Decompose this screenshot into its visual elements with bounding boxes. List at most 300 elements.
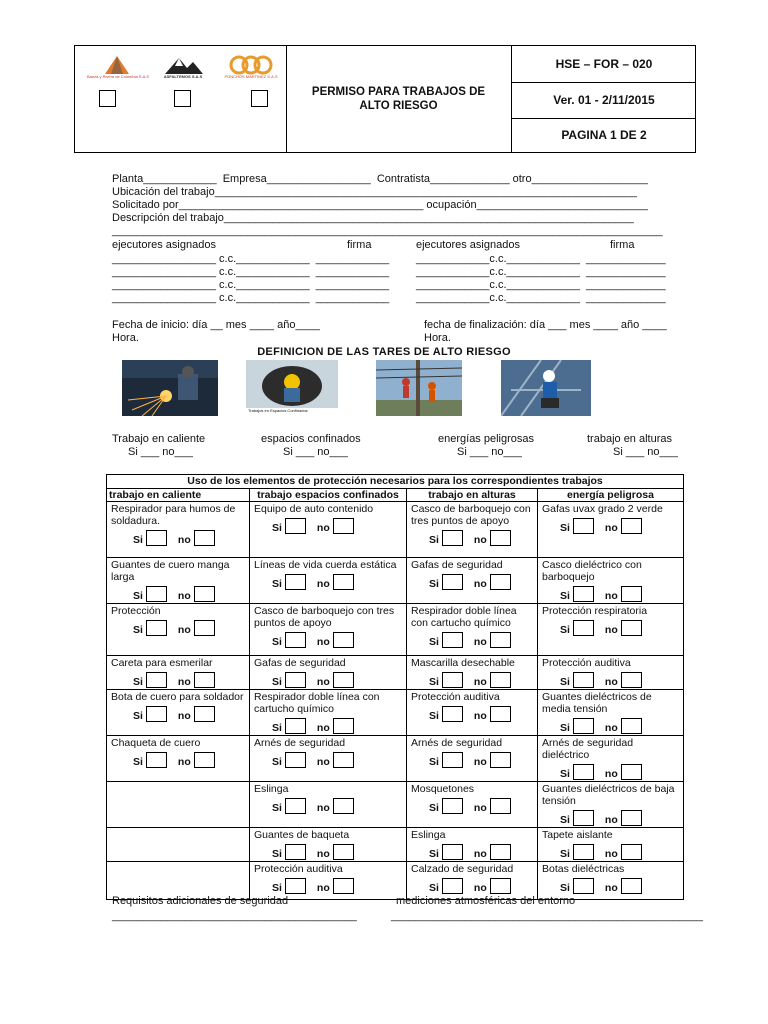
yes-no-group [411, 752, 533, 768]
yes-checkbox[interactable] [442, 798, 463, 814]
yes-label: Si [429, 676, 439, 688]
no-checkbox[interactable] [490, 706, 511, 722]
yes-no-group [542, 878, 679, 894]
yes-checkbox[interactable] [573, 844, 594, 860]
yes-label: Si [429, 848, 439, 860]
yes-checkbox[interactable] [285, 844, 306, 860]
hot-work-photo [122, 360, 218, 416]
logo-caption: Baeza y Rivera de Colombia S.A.S [87, 74, 150, 79]
no-checkbox[interactable] [621, 764, 642, 780]
no-checkbox[interactable] [194, 672, 215, 688]
yes-label: Si [133, 624, 143, 636]
no-checkbox[interactable] [621, 518, 642, 534]
ppe-cell [107, 604, 250, 656]
work-description-row-2[interactable]: __________________________________________________________________________________________ [112, 225, 663, 237]
task-type-option[interactable]: Si ___ no___ [128, 446, 193, 458]
ppe-item-label: Casco de barboquejo con tres puntos de apoyo [254, 605, 395, 629]
yes-checkbox[interactable] [573, 810, 594, 826]
yes-no-group [411, 672, 533, 688]
yes-label: Si [429, 756, 439, 768]
no-checkbox[interactable] [490, 632, 511, 648]
ppe-cell [107, 736, 250, 782]
ppe-item-label: Mascarilla desechable [411, 657, 515, 669]
yes-label: Si [272, 676, 282, 688]
ppe-item-label: Guantes dieléctricos de baja tensión [542, 783, 675, 807]
yes-label: Si [133, 710, 143, 722]
no-label: no [177, 534, 191, 546]
ppe-cell [538, 782, 684, 828]
no-label: no [473, 636, 487, 648]
ppe-cell [407, 502, 538, 558]
ppe-item-label: Chaqueta de cuero [111, 737, 201, 749]
work-description-row[interactable]: Descripción del trabajo___________________________________________________________________ [112, 212, 634, 224]
yes-label: Si [272, 848, 282, 860]
company-checkbox[interactable] [99, 90, 116, 107]
yes-checkbox[interactable] [573, 672, 594, 688]
ppe-cell [250, 782, 407, 828]
no-label: no [177, 624, 191, 636]
no-label: no [604, 768, 618, 780]
no-label: no [473, 578, 487, 590]
table-row [107, 828, 684, 862]
document-title: PERMISO PARA TRABAJOS DE ALTO RIESGO [286, 46, 512, 152]
yes-no-group [411, 878, 533, 894]
height-work-photo [501, 360, 591, 416]
yes-checkbox[interactable] [442, 672, 463, 688]
no-label: no [316, 676, 330, 688]
no-label: no [604, 624, 618, 636]
no-label: no [473, 676, 487, 688]
yes-label: Si [560, 522, 570, 534]
yes-label: Si [133, 590, 143, 602]
no-checkbox[interactable] [333, 878, 354, 894]
document-version: Ver. 01 - 2/11/2015 [512, 82, 696, 119]
yes-label: Si [429, 882, 439, 894]
yes-no-group [254, 518, 402, 534]
no-checkbox[interactable] [621, 586, 642, 602]
no-label: no [316, 848, 330, 860]
no-label: no [604, 676, 618, 688]
ppe-cell [250, 690, 407, 736]
photo-caption: Trabajos en Espacios Confinados [248, 408, 308, 413]
no-label: no [473, 848, 487, 860]
column-header: trabajo en caliente [107, 489, 250, 502]
start-date[interactable]: Fecha de inicio: día __ mes ____ año____ [112, 319, 320, 331]
electrical-work-photo [376, 360, 462, 416]
task-type-option[interactable]: Si ___ no___ [283, 446, 348, 458]
yes-no-group [411, 798, 533, 814]
yes-no-group [254, 798, 402, 814]
table-row [107, 690, 684, 736]
ppe-cell [407, 690, 538, 736]
no-label: no [177, 590, 191, 602]
no-checkbox[interactable] [333, 844, 354, 860]
yes-label: Si [272, 802, 282, 814]
yes-checkbox[interactable] [285, 718, 306, 734]
yes-checkbox[interactable] [146, 752, 167, 768]
ppe-cell [250, 558, 407, 604]
company-checkbox[interactable] [251, 90, 268, 107]
section-title: DEFINICION DE LAS TARES DE ALTO RIESGO [257, 346, 511, 358]
ppe-cell [107, 690, 250, 736]
ppe-cell [407, 558, 538, 604]
ppe-cell [538, 604, 684, 656]
yes-checkbox[interactable] [573, 518, 594, 534]
ppe-item-label: Guantes de baqueta [254, 829, 350, 841]
no-checkbox[interactable] [621, 672, 642, 688]
no-label: no [604, 882, 618, 894]
yes-label: Si [133, 534, 143, 546]
yes-checkbox[interactable] [146, 530, 167, 546]
no-checkbox[interactable] [490, 574, 511, 590]
yes-checkbox[interactable] [285, 672, 306, 688]
executor-line[interactable]: _________________ c.c.____________ ____________ [112, 279, 390, 291]
table-row [107, 782, 684, 828]
no-checkbox[interactable] [490, 752, 511, 768]
ppe-item-label: Casco de barboquejo con tres puntos de apoyo [411, 503, 531, 527]
yes-label: Si [272, 722, 282, 734]
ppe-cell [107, 558, 250, 604]
no-checkbox[interactable] [621, 878, 642, 894]
no-checkbox[interactable] [333, 798, 354, 814]
yes-checkbox[interactable] [146, 706, 167, 722]
ppe-cell [250, 862, 407, 900]
yes-label: Si [429, 802, 439, 814]
yes-checkbox[interactable] [285, 878, 306, 894]
executor-line[interactable]: ____________c.c.____________ _____________ [416, 266, 666, 278]
yes-checkbox[interactable] [442, 632, 463, 648]
no-checkbox[interactable] [194, 620, 215, 636]
yes-label: Si [429, 578, 439, 590]
ppe-cell [538, 502, 684, 558]
yes-no-group [254, 672, 402, 688]
task-type-label: Trabajo en caliente [112, 433, 206, 445]
yes-checkbox[interactable] [573, 718, 594, 734]
no-checkbox[interactable] [621, 844, 642, 860]
yes-label: Si [429, 710, 439, 722]
end-date[interactable]: fecha de finalización: día ___ mes ____ año ____ [424, 319, 667, 331]
yes-checkbox[interactable] [573, 764, 594, 780]
no-checkbox[interactable] [333, 574, 354, 590]
ppe-cell [407, 604, 538, 656]
ppe-cell [407, 862, 538, 900]
executor-line[interactable]: ____________c.c.____________ _____________ [416, 279, 666, 291]
ppe-cell [250, 736, 407, 782]
yes-checkbox[interactable] [573, 620, 594, 636]
ppe-item-label: Guantes dieléctricos de media tensión [542, 691, 652, 715]
no-label: no [473, 756, 487, 768]
no-label: no [473, 882, 487, 894]
yes-no-group [111, 620, 245, 636]
no-checkbox[interactable] [194, 752, 215, 768]
ppe-cell [538, 656, 684, 690]
ppe-item-label: Respirador doble línea con cartucho químico [411, 605, 517, 629]
ppe-cell [538, 736, 684, 782]
ppe-item-label: Eslinga [411, 829, 446, 841]
no-checkbox[interactable] [194, 706, 215, 722]
yes-no-group [411, 530, 533, 546]
yes-label: Si [560, 768, 570, 780]
ppe-cell [250, 604, 407, 656]
table-row [107, 604, 684, 656]
end-time[interactable]: Hora. [424, 332, 451, 344]
executor-line[interactable]: _________________ c.c.____________ ____________ [112, 266, 390, 278]
ppe-item-label: Respirador doble línea con cartucho químico [254, 691, 380, 715]
table-row [107, 558, 684, 604]
no-checkbox[interactable] [333, 632, 354, 648]
no-checkbox[interactable] [621, 810, 642, 826]
ppe-cell [407, 656, 538, 690]
yes-checkbox[interactable] [573, 586, 594, 602]
yes-checkbox[interactable] [285, 632, 306, 648]
ppe-item-label: Casco dieléctrico con barboquejo [542, 559, 642, 583]
yes-checkbox[interactable] [442, 706, 463, 722]
task-type-option[interactable]: Si ___ no___ [613, 446, 678, 458]
yes-label: Si [429, 636, 439, 648]
mountain-logo-icon [153, 54, 213, 84]
yes-checkbox[interactable] [285, 518, 306, 534]
yes-label: Si [272, 756, 282, 768]
yes-checkbox[interactable] [146, 672, 167, 688]
yes-checkbox[interactable] [442, 878, 463, 894]
yes-checkbox[interactable] [442, 752, 463, 768]
ppe-cell [107, 502, 250, 558]
no-checkbox[interactable] [490, 878, 511, 894]
yes-label: Si [272, 882, 282, 894]
executors-label: ejecutores asignados [416, 239, 520, 251]
table-row [107, 656, 684, 690]
no-checkbox[interactable] [333, 718, 354, 734]
no-label: no [473, 534, 487, 546]
table-row [107, 502, 684, 558]
ppe-item-label: Careta para esmerilar [111, 657, 213, 669]
requested-by-row[interactable]: Solicitado por________________________________________ ocupación____________________________ [112, 199, 648, 211]
ppe-item-label: Equipo de auto contenido [254, 503, 374, 515]
yes-checkbox[interactable] [285, 752, 306, 768]
yes-no-group [411, 632, 533, 648]
ppe-cell [538, 828, 684, 862]
executor-line[interactable]: ____________c.c.____________ _____________ [416, 292, 666, 304]
company-checkbox[interactable] [174, 90, 191, 107]
no-label: no [316, 578, 330, 590]
ppe-cell [107, 862, 250, 900]
yes-label: Si [272, 578, 282, 590]
no-checkbox[interactable] [194, 530, 215, 546]
yes-checkbox[interactable] [573, 878, 594, 894]
ppe-cell [107, 828, 250, 862]
yes-label: Si [560, 814, 570, 826]
task-type-label: espacios confinados [261, 433, 361, 445]
yes-no-group [411, 706, 533, 722]
no-label: no [604, 722, 618, 734]
ppe-item-label: Bota de cuero para soldador [111, 691, 244, 703]
no-label: no [604, 522, 618, 534]
table-row [107, 862, 684, 900]
ppe-item-label: Arnés de seguridad dieléctrico [542, 737, 634, 761]
yes-label: Si [560, 590, 570, 602]
yes-no-group [542, 518, 679, 534]
yes-label: Si [560, 882, 570, 894]
ppe-item-label: Gafas uvax grado 2 verde [542, 503, 663, 515]
executor-line[interactable]: ____________c.c.____________ _____________ [416, 253, 666, 265]
yes-no-group [542, 586, 679, 602]
yes-label: Si [133, 756, 143, 768]
yes-no-group [254, 844, 402, 860]
ppe-item-label: Protección respiratoria [542, 605, 648, 617]
ppe-table-title: Uso de los elementos de protección necesarios para los correspondientes trabajos [107, 475, 684, 489]
atmospheric-measurements-line[interactable]: ___________________________________________________ [391, 910, 704, 922]
plant-company-row[interactable]: Planta____________ Empresa_________________ Contratista_____________ otro___________________ [112, 173, 648, 185]
task-type-option[interactable]: Si ___ no___ [457, 446, 522, 458]
ppe-cell [107, 782, 250, 828]
no-label: no [316, 636, 330, 648]
yes-no-group [111, 586, 245, 602]
no-label: no [316, 722, 330, 734]
no-checkbox[interactable] [194, 586, 215, 602]
no-checkbox[interactable] [333, 672, 354, 688]
ppe-item-label: Líneas de vida cuerda estática [254, 559, 397, 571]
ppe-item-label: Arnés de seguridad [411, 737, 503, 749]
no-checkbox[interactable] [333, 518, 354, 534]
yes-no-group [542, 764, 679, 780]
yes-label: Si [560, 676, 570, 688]
ppe-cell [107, 656, 250, 690]
yes-checkbox[interactable] [442, 844, 463, 860]
no-label: no [604, 590, 618, 602]
ppe-item-label: Eslinga [254, 783, 289, 795]
yes-no-group [254, 718, 402, 734]
yes-no-group [542, 844, 679, 860]
yes-no-group [542, 810, 679, 826]
ppe-item-label: Mosquetones [411, 783, 475, 795]
no-checkbox[interactable] [490, 530, 511, 546]
yes-checkbox[interactable] [146, 620, 167, 636]
executors-label: ejecutores asignados [112, 239, 216, 251]
work-location-row[interactable]: Ubicación del trabajo_____________________________________________________________________ [112, 186, 637, 198]
ppe-item-label: Tapete aislante [542, 829, 613, 841]
no-label: no [316, 802, 330, 814]
yes-no-group [254, 632, 402, 648]
table-row [107, 736, 684, 782]
ppe-item-label: Calzado de seguridad [411, 863, 514, 875]
no-checkbox[interactable] [490, 844, 511, 860]
yes-no-group [411, 844, 533, 860]
ppe-item-label: Protección auditiva [542, 657, 631, 669]
yes-no-group [542, 620, 679, 636]
yes-no-group [542, 718, 679, 734]
confined-space-photo [246, 360, 338, 416]
no-checkbox[interactable] [490, 672, 511, 688]
ppe-cell [407, 782, 538, 828]
signature-label: firma [347, 239, 372, 251]
no-label: no [177, 676, 191, 688]
ppe-cell [250, 828, 407, 862]
no-label: no [604, 814, 618, 826]
yes-checkbox[interactable] [442, 574, 463, 590]
no-label: no [604, 848, 618, 860]
yes-checkbox[interactable] [146, 586, 167, 602]
yes-checkbox[interactable] [285, 798, 306, 814]
ppe-table [106, 474, 684, 900]
no-label: no [316, 882, 330, 894]
start-time[interactable]: Hora. [112, 332, 139, 344]
yes-label: Si [272, 636, 282, 648]
no-checkbox[interactable] [621, 620, 642, 636]
ppe-item-label: Protección auditiva [411, 691, 500, 703]
no-label: no [316, 522, 330, 534]
yes-label: Si [133, 676, 143, 688]
column-header: energía peligrosa [538, 489, 684, 502]
no-checkbox[interactable] [621, 718, 642, 734]
ppe-item-label: Respirador para humos de soldadura. [111, 503, 236, 527]
yes-no-group [111, 752, 245, 768]
yes-no-group [542, 672, 679, 688]
logo-caption: PONCHOS MARTINEZ S.A.S [224, 74, 278, 79]
no-checkbox[interactable] [333, 752, 354, 768]
ppe-cell [538, 690, 684, 736]
ppe-cell [407, 736, 538, 782]
yes-no-group [254, 878, 402, 894]
ppe-item-label: Gafas de seguridad [411, 559, 503, 571]
yes-no-group [111, 530, 245, 546]
yes-no-group [254, 752, 402, 768]
executor-line[interactable]: _________________ c.c.____________ ____________ [112, 292, 390, 304]
signature-label: firma [610, 239, 635, 251]
yes-label: Si [560, 624, 570, 636]
ppe-item-label: Arnés de seguridad [254, 737, 346, 749]
no-label: no [473, 710, 487, 722]
logo-area [75, 46, 287, 152]
yes-label: Si [560, 722, 570, 734]
yes-checkbox[interactable] [442, 530, 463, 546]
column-header: trabajo espacios confinados [250, 489, 407, 502]
ppe-item-label: Protección auditiva [254, 863, 343, 875]
yes-label: Si [560, 848, 570, 860]
no-label: no [473, 802, 487, 814]
yes-no-group [411, 574, 533, 590]
no-label: no [177, 756, 191, 768]
ppe-cell [407, 828, 538, 862]
yes-label: Si [429, 534, 439, 546]
ppe-cell [250, 656, 407, 690]
ppe-item-label: Gafas de seguridad [254, 657, 346, 669]
nm-logo-icon [221, 54, 281, 84]
ppe-cell [250, 502, 407, 558]
task-type-label: energías peligrosas [438, 433, 535, 445]
page-number: PAGINA 1 DE 2 [561, 128, 647, 142]
no-label: no [177, 710, 191, 722]
no-checkbox[interactable] [490, 798, 511, 814]
yes-checkbox[interactable] [285, 574, 306, 590]
task-type-label: trabajo en alturas [587, 433, 672, 445]
logo-caption: ASFALTEMOS S.A.S [163, 74, 203, 79]
additional-requirements-line[interactable]: ________________________________________ [112, 910, 357, 922]
triangle-logo-icon [87, 54, 150, 84]
form-header [74, 45, 696, 153]
executor-line[interactable]: _________________ c.c.____________ ____________ [112, 253, 390, 265]
column-header: trabajo en alturas [407, 489, 538, 502]
yes-label: Si [272, 522, 282, 534]
yes-no-group [111, 706, 245, 722]
yes-no-group [254, 574, 402, 590]
document-code: HSE – FOR – 020 [512, 46, 696, 83]
ppe-item-label: Botas dieléctricas [542, 863, 625, 875]
additional-requirements-label: Requisitos adicionales de seguridad [112, 895, 289, 907]
ppe-cell [538, 862, 684, 900]
no-label: no [316, 756, 330, 768]
ppe-item-label: Protección [111, 605, 161, 617]
ppe-item-label: Guantes de cuero manga larga [111, 559, 230, 583]
